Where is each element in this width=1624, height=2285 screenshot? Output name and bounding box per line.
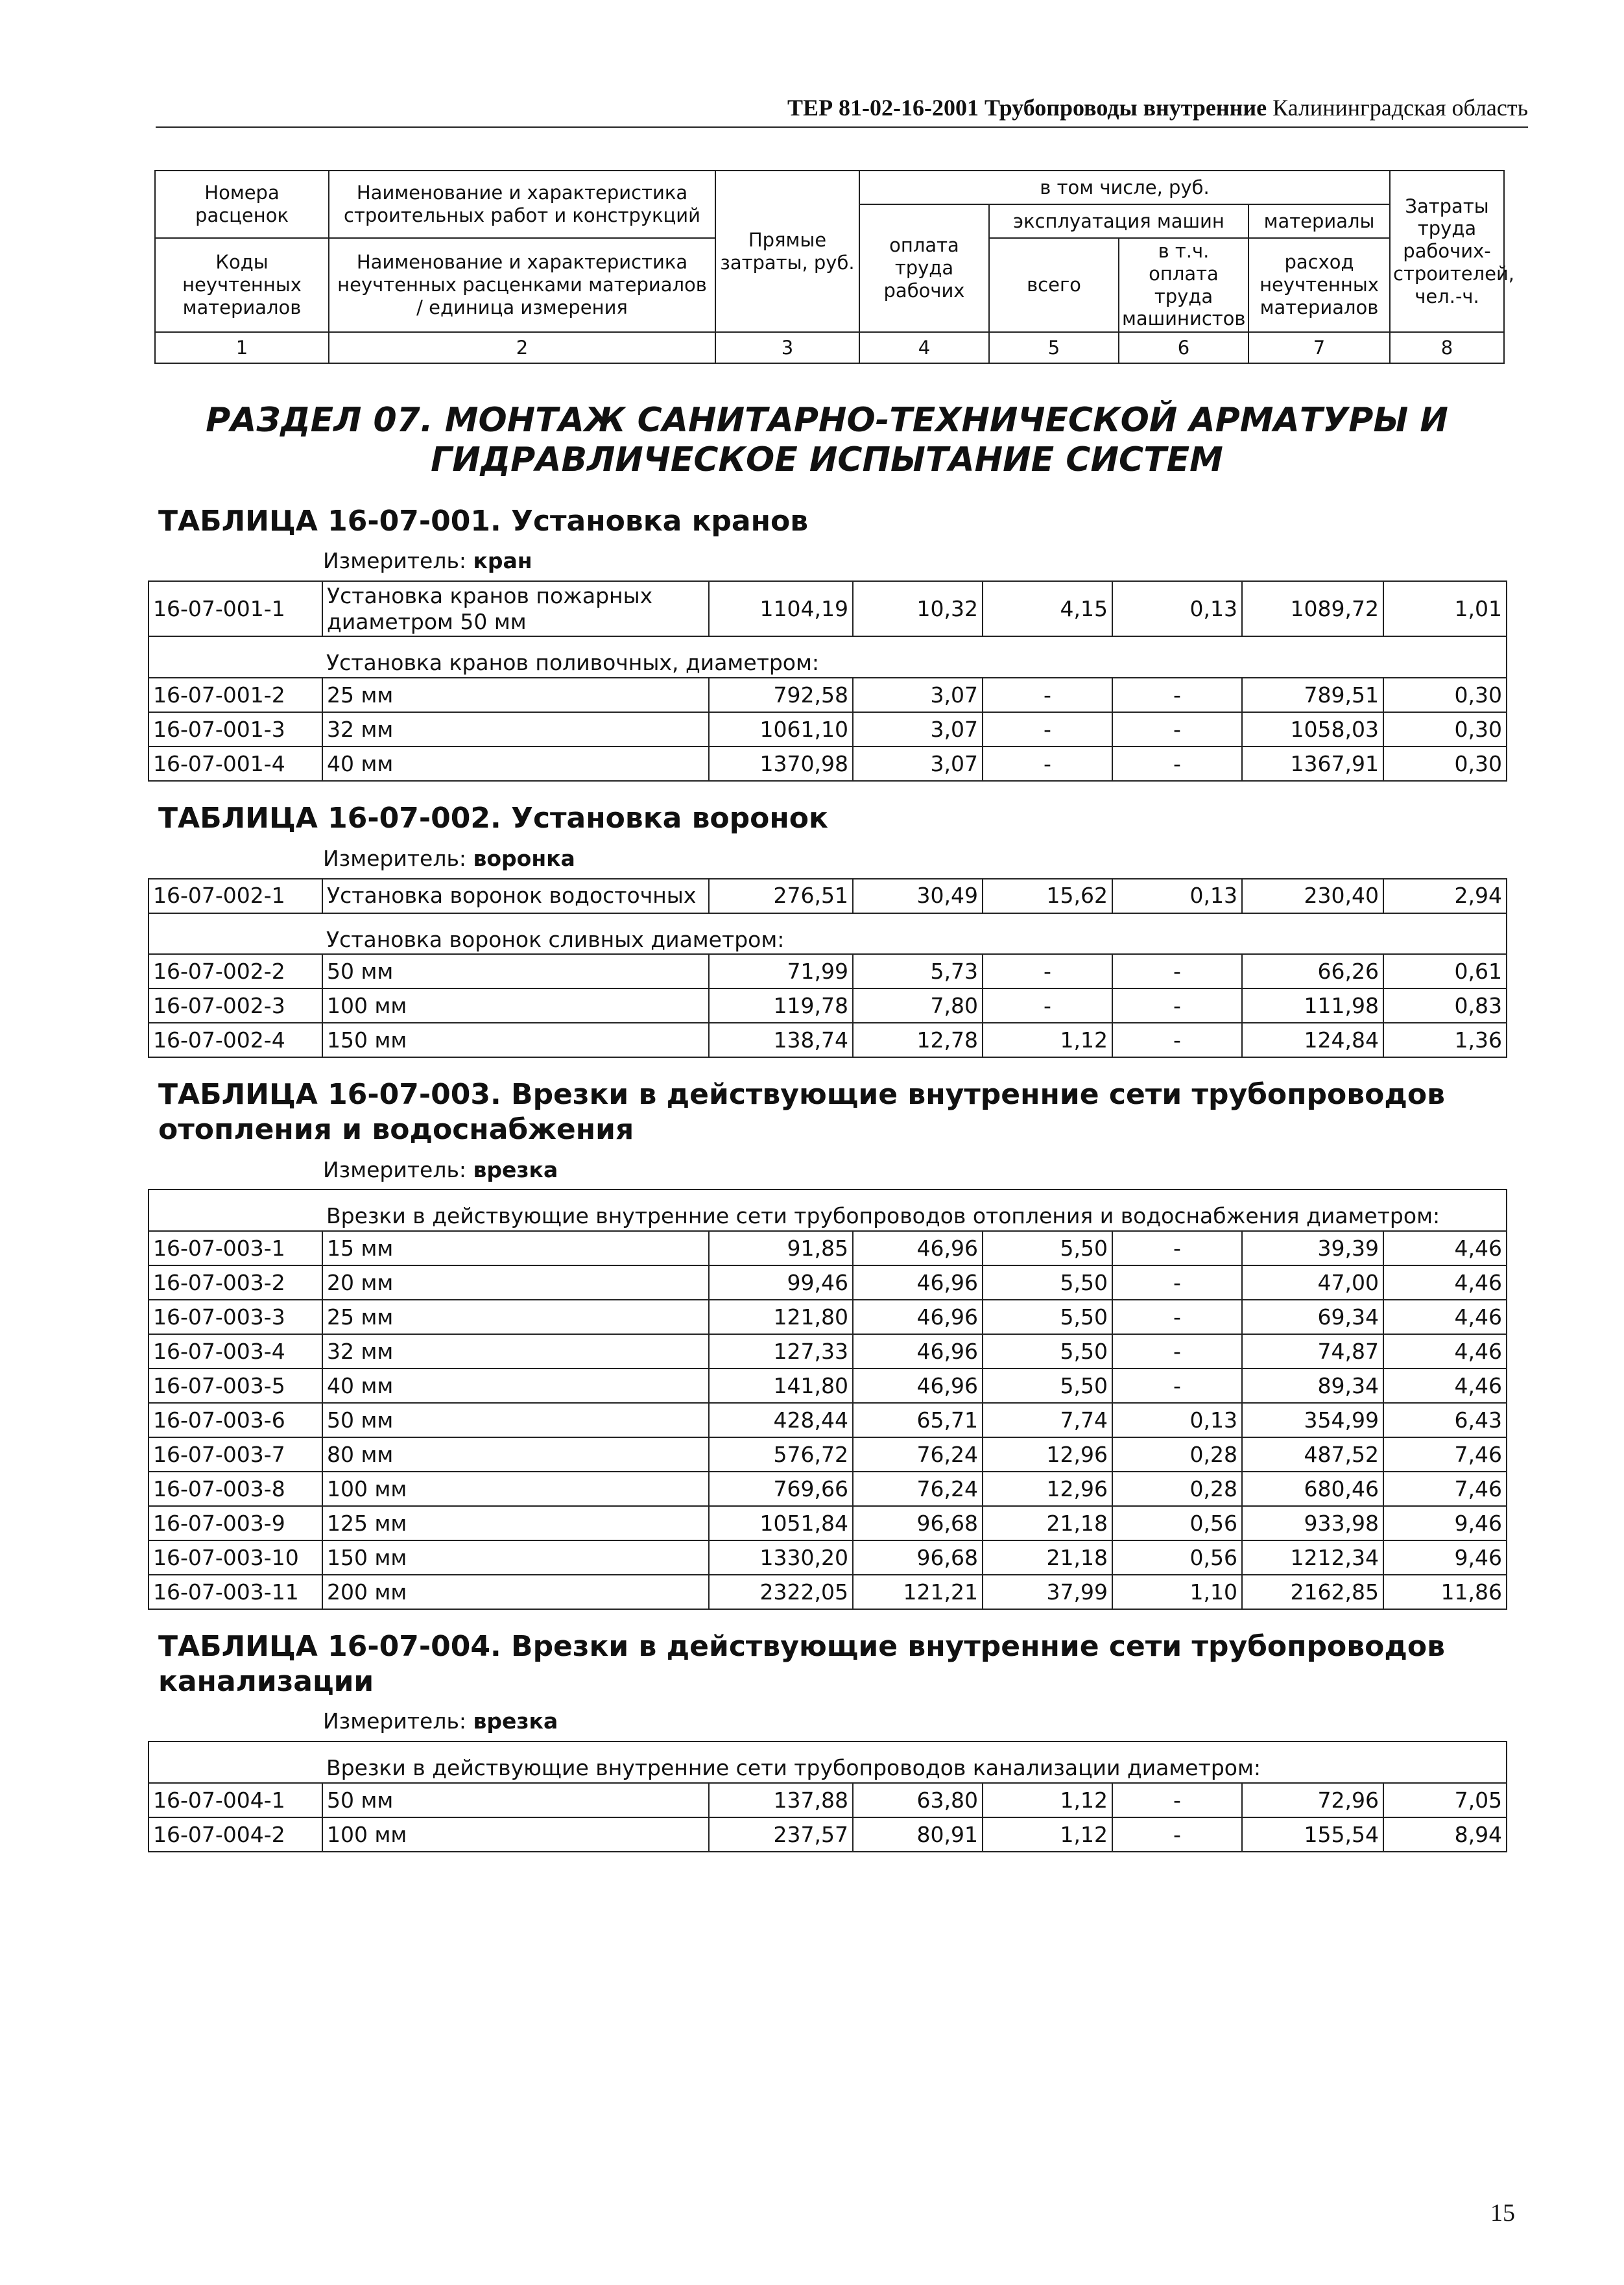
direct-costs: 769,66 [709,1472,853,1506]
machinist-pay: - [1112,1023,1242,1057]
rate-table-block [148,1629,1506,1852]
labor-hours: 7,46 [1383,1472,1507,1506]
table-title: ТАБЛИЦА 16-07-001. Установка кранов [158,504,809,538]
table-unit [323,1156,1506,1184]
work-description: 32 мм [322,1334,709,1369]
labor-pay: 76,24 [853,1437,983,1472]
work-description: 125 мм [322,1506,709,1540]
labor-hours: 2,94 [1383,879,1507,913]
machinist-pay: - [1112,954,1242,988]
machines-total: 5,50 [983,1334,1112,1369]
machinist-pay: - [1112,1369,1242,1403]
table-row [149,1575,1507,1609]
work-description: 50 мм [322,1783,709,1817]
materials: 1089,72 [1242,581,1383,636]
rate-table-block [148,1077,1506,1610]
work-description: Установка кранов пожарных диаметром 50 мм [322,581,709,636]
labor-pay: 46,96 [853,1231,983,1265]
group-row [149,636,1507,678]
col-machines-total: всего [989,238,1119,332]
table-row [149,1334,1507,1369]
materials: 1058,03 [1242,712,1383,747]
direct-costs: 141,80 [709,1369,853,1403]
machinist-pay: 0,56 [1112,1506,1242,1540]
labor-hours: 0,30 [1383,678,1507,712]
labor-hours: 0,30 [1383,712,1507,747]
labor-hours: 9,46 [1383,1540,1507,1575]
materials: 1212,34 [1242,1540,1383,1575]
table-row [149,1472,1507,1506]
materials: 155,54 [1242,1817,1383,1852]
unit-label: Измеритель: [323,1156,473,1182]
direct-costs: 1051,84 [709,1506,853,1540]
unit-value: врезка [473,1708,558,1734]
direct-costs: 1104,19 [709,581,853,636]
table-row [149,1506,1507,1540]
machinist-pay: - [1112,988,1242,1023]
labor-pay: 7,80 [853,988,983,1023]
materials: 2162,85 [1242,1575,1383,1609]
machinist-pay: - [1112,1231,1242,1265]
col-number: 5 [989,332,1119,363]
direct-costs: 121,80 [709,1300,853,1334]
rate-code: 16-07-002-1 [149,879,322,913]
table-unit [323,845,1506,873]
col-number: 1 [155,332,329,363]
col-materials: материалы [1248,204,1390,238]
col-labor-costs: Затраты труда рабочих- строителей, чел.-ч. [1390,171,1504,332]
direct-costs: 91,85 [709,1231,853,1265]
table-row [149,1783,1507,1817]
machinist-pay: - [1112,1300,1242,1334]
col-number: 6 [1119,332,1248,363]
direct-costs: 1330,20 [709,1540,853,1575]
machinist-pay: - [1112,1265,1242,1300]
machinist-pay: 0,13 [1112,1403,1242,1437]
group-description: Установка воронок сливных диаметром: [322,913,1507,955]
machinist-pay: - [1112,1817,1242,1852]
labor-pay: 46,96 [853,1369,983,1403]
labor-pay: 3,07 [853,678,983,712]
labor-pay: 46,96 [853,1334,983,1369]
col-number: 7 [1248,332,1390,363]
machinist-pay: 0,28 [1112,1437,1242,1472]
labor-pay: 96,68 [853,1506,983,1540]
direct-costs: 2322,05 [709,1575,853,1609]
machines-total: - [983,747,1112,781]
machinist-pay: 1,10 [1112,1575,1242,1609]
table-title: ТАБЛИЦА 16-07-004. Врезки в действующие внутренние сети трубопроводов канализации [158,1630,1445,1698]
rate-tables [148,504,1506,1852]
labor-hours: 4,46 [1383,1300,1507,1334]
work-description: 100 мм [322,1817,709,1852]
work-description: 80 мм [322,1437,709,1472]
work-description: 50 мм [322,954,709,988]
rate-code: 16-07-003-1 [149,1231,322,1265]
machines-total: 7,74 [983,1403,1112,1437]
materials: 487,52 [1242,1437,1383,1472]
materials: 69,34 [1242,1300,1383,1334]
unit-label: Измеритель: [323,1708,473,1734]
machinist-pay: 0,13 [1112,581,1242,636]
col-including: в том числе, руб. [859,171,1390,204]
rate-code: 16-07-001-2 [149,678,322,712]
unit-label: Измеритель: [323,845,473,871]
work-description: 40 мм [322,747,709,781]
page-number: 15 [1490,2199,1515,2227]
table-row [149,879,1507,913]
region: Калининградская область [1272,95,1528,121]
col-machines: эксплуатация машин [989,204,1248,238]
materials: 39,39 [1242,1231,1383,1265]
machinist-pay: 0,56 [1112,1540,1242,1575]
table-unit [323,547,1506,575]
group-row [149,1741,1507,1783]
labor-hours: 9,46 [1383,1506,1507,1540]
labor-pay: 63,80 [853,1783,983,1817]
col-name-bottom: Наименование и характеристика неучтенных расценками материалов / единица измерения [329,238,715,332]
table-unit [323,1708,1506,1736]
running-header [156,94,1528,128]
unit-value: воронка [473,845,575,871]
rate-table [148,1189,1507,1610]
table-row [149,1265,1507,1300]
work-description: 150 мм [322,1023,709,1057]
rate-table-block [148,504,1506,782]
rate-code: 16-07-003-5 [149,1369,322,1403]
machines-total: 15,62 [983,879,1112,913]
materials: 72,96 [1242,1783,1383,1817]
direct-costs: 276,51 [709,879,853,913]
materials: 66,26 [1242,954,1383,988]
rate-code: 16-07-003-10 [149,1540,322,1575]
rate-code: 16-07-003-11 [149,1575,322,1609]
table-row [149,581,1507,636]
direct-costs: 1370,98 [709,747,853,781]
direct-costs: 792,58 [709,678,853,712]
machines-total: 1,12 [983,1023,1112,1057]
col-name-top: Наименование и характеристика строительных работ и конструкций [329,171,715,238]
rate-table-block [148,801,1506,1058]
labor-hours: 0,30 [1383,747,1507,781]
machinist-pay: 0,13 [1112,879,1242,913]
direct-costs: 137,88 [709,1783,853,1817]
labor-hours: 1,01 [1383,581,1507,636]
materials: 230,40 [1242,879,1383,913]
rate-code: 16-07-003-8 [149,1472,322,1506]
col-nomera: Номера расценок [155,171,329,238]
work-description: 32 мм [322,712,709,747]
work-description: 100 мм [322,988,709,1023]
empty-cell [149,1741,322,1783]
rate-code: 16-07-003-3 [149,1300,322,1334]
labor-hours: 4,46 [1383,1369,1507,1403]
machines-total: 5,50 [983,1231,1112,1265]
group-row [149,913,1507,955]
direct-costs: 119,78 [709,988,853,1023]
machinist-pay: - [1112,747,1242,781]
machines-total: 5,50 [983,1369,1112,1403]
materials: 354,99 [1242,1403,1383,1437]
labor-hours: 0,83 [1383,988,1507,1023]
empty-cell [149,1190,322,1231]
empty-cell [149,913,322,955]
empty-cell [149,636,322,678]
table-title: ТАБЛИЦА 16-07-002. Установка воронок [158,802,828,835]
labor-pay: 121,21 [853,1575,983,1609]
column-numbers-row [155,332,1504,363]
table-row [149,1231,1507,1265]
labor-hours: 4,46 [1383,1334,1507,1369]
rate-code: 16-07-003-7 [149,1437,322,1472]
table-row [149,988,1507,1023]
direct-costs: 576,72 [709,1437,853,1472]
labor-hours: 8,94 [1383,1817,1507,1852]
unit-label: Измеритель: [323,548,473,574]
materials: 789,51 [1242,678,1383,712]
unit-value: кран [473,548,532,574]
rate-code: 16-07-004-2 [149,1817,322,1852]
group-description: Врезки в действующие внутренние сети трубопроводов отопления и водоснабжения диаметром: [322,1190,1507,1231]
materials: 47,00 [1242,1265,1383,1300]
machinist-pay: - [1112,712,1242,747]
labor-pay: 10,32 [853,581,983,636]
labor-pay: 65,71 [853,1403,983,1437]
rate-table [148,580,1507,782]
direct-costs: 99,46 [709,1265,853,1300]
work-description: 20 мм [322,1265,709,1300]
section-title: РАЗДЕЛ 07. МОНТАЖ САНИТАРНО-ТЕХНИЧЕСКОЙ АРМАТУРЫ И ГИДРАВЛИЧЕСКОЕ ИСПЫТАНИЕ СИСТЕМ [206,401,1448,480]
machinist-pay: - [1112,1334,1242,1369]
machines-total: 1,12 [983,1817,1112,1852]
labor-pay: 76,24 [853,1472,983,1506]
direct-costs: 71,99 [709,954,853,988]
column-header-table [154,170,1515,364]
machines-total: 21,18 [983,1506,1112,1540]
table-row [149,678,1507,712]
rate-table [148,1741,1507,1852]
work-description: 200 мм [322,1575,709,1609]
table-row [149,1369,1507,1403]
labor-hours: 11,86 [1383,1575,1507,1609]
materials: 74,87 [1242,1334,1383,1369]
machines-total: - [983,988,1112,1023]
machinist-pay: - [1112,1783,1242,1817]
machines-total: 12,96 [983,1472,1112,1506]
group-row [149,1190,1507,1231]
materials: 124,84 [1242,1023,1383,1057]
machines-total: 4,15 [983,581,1112,636]
rate-code: 16-07-001-4 [149,747,322,781]
machines-total: 5,50 [983,1300,1112,1334]
unit-value: врезка [473,1156,558,1182]
labor-hours: 1,36 [1383,1023,1507,1057]
col-machinist-pay: в т.ч. оплата труда машинистов [1119,238,1248,332]
rate-code: 16-07-003-6 [149,1403,322,1437]
materials: 1367,91 [1242,747,1383,781]
direct-costs: 127,33 [709,1334,853,1369]
machines-total: 37,99 [983,1575,1112,1609]
table-row [149,954,1507,988]
labor-pay: 30,49 [853,879,983,913]
rate-table [148,878,1507,1059]
labor-hours: 6,43 [1383,1403,1507,1437]
page-content [148,375,1506,1852]
labor-pay: 96,68 [853,1540,983,1575]
work-description: 15 мм [322,1231,709,1265]
rate-code: 16-07-001-3 [149,712,322,747]
col-materials-unaccounted: расход неучтенных материалов [1248,238,1390,332]
table-row [149,1300,1507,1334]
work-description: 40 мм [322,1369,709,1403]
machinist-pay: 0,28 [1112,1472,1242,1506]
table-row [149,1437,1507,1472]
machines-total: 12,96 [983,1437,1112,1472]
machines-total: - [983,712,1112,747]
col-number: 2 [329,332,715,363]
table-title: ТАБЛИЦА 16-07-003. Врезки в действующие внутренние сети трубопроводов отопления и водоснабжения [158,1078,1445,1146]
col-number: 4 [859,332,989,363]
machines-total: 5,50 [983,1265,1112,1300]
direct-costs: 1061,10 [709,712,853,747]
labor-pay: 12,78 [853,1023,983,1057]
direct-costs: 237,57 [709,1817,853,1852]
rate-code: 16-07-004-1 [149,1783,322,1817]
labor-pay: 80,91 [853,1817,983,1852]
labor-pay: 3,07 [853,747,983,781]
machinist-pay: - [1112,678,1242,712]
machines-total: - [983,954,1112,988]
col-kody: Коды неучтенных материалов [155,238,329,332]
labor-pay: 3,07 [853,712,983,747]
labor-pay: 5,73 [853,954,983,988]
doc-code: ТЕР 81-02-16-2001 Трубопроводы внутренние [787,95,1267,121]
work-description: Установка воронок водосточных [322,879,709,913]
materials: 89,34 [1242,1369,1383,1403]
materials: 111,98 [1242,988,1383,1023]
labor-hours: 7,05 [1383,1783,1507,1817]
materials: 933,98 [1242,1506,1383,1540]
rate-code: 16-07-003-4 [149,1334,322,1369]
table-row [149,747,1507,781]
work-description: 50 мм [322,1403,709,1437]
labor-hours: 4,46 [1383,1231,1507,1265]
labor-pay: 46,96 [853,1265,983,1300]
direct-costs: 138,74 [709,1023,853,1057]
col-number: 8 [1390,332,1504,363]
machines-total: 21,18 [983,1540,1112,1575]
labor-pay: 46,96 [853,1300,983,1334]
materials: 680,46 [1242,1472,1383,1506]
labor-hours: 0,61 [1383,954,1507,988]
work-description: 150 мм [322,1540,709,1575]
machines-total: - [983,678,1112,712]
work-description: 25 мм [322,678,709,712]
col-labor-pay: оплата труда рабочих [859,204,989,332]
rate-code: 16-07-001-1 [149,581,322,636]
table-row [149,1023,1507,1057]
rate-code: 16-07-003-9 [149,1506,322,1540]
labor-hours: 4,46 [1383,1265,1507,1300]
labor-hours: 7,46 [1383,1437,1507,1472]
col-number: 3 [715,332,859,363]
group-description: Установка кранов поливочных, диаметром: [322,636,1507,678]
rate-code: 16-07-002-4 [149,1023,322,1057]
table-row [149,712,1507,747]
col-direct: Прямые затраты, руб. [715,171,859,332]
work-description: 25 мм [322,1300,709,1334]
table-row [149,1817,1507,1852]
work-description: 100 мм [322,1472,709,1506]
machines-total: 1,12 [983,1783,1112,1817]
table-row [149,1403,1507,1437]
direct-costs: 428,44 [709,1403,853,1437]
table-row [149,1540,1507,1575]
rate-code: 16-07-002-3 [149,988,322,1023]
group-description: Врезки в действующие внутренние сети трубопроводов канализации диаметром: [322,1741,1507,1783]
rate-code: 16-07-003-2 [149,1265,322,1300]
rate-code: 16-07-002-2 [149,954,322,988]
